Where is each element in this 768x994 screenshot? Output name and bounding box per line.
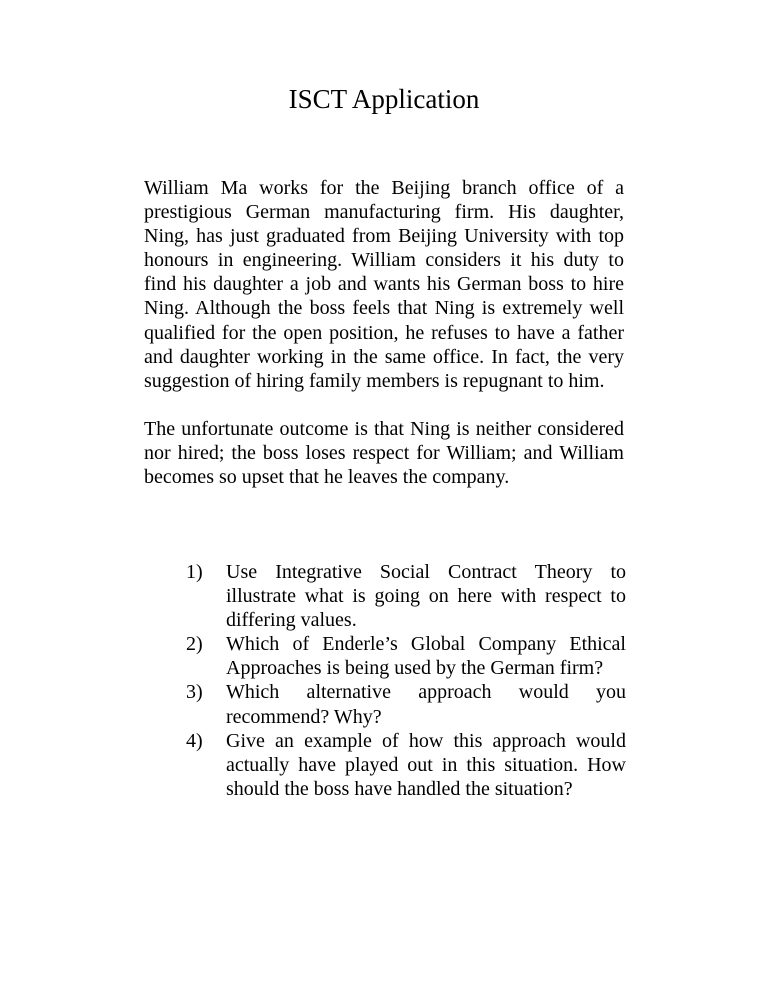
question-item <box>186 729 626 801</box>
question-number: 4) <box>186 729 203 752</box>
question-number: 3) <box>186 681 203 704</box>
question-text: Which alternative approach would you recommend? Why? <box>226 681 626 728</box>
question-list <box>186 560 626 801</box>
question-item <box>186 680 626 728</box>
question-text: Which of Enderle’s Global Company Ethical Approaches is being used by the German firm? <box>226 633 626 680</box>
scenario-paragraph: William Ma works for the Beijing branch office of a prestigious German manufacturing firm. His daughter, Ning, has just graduated from Beijing University with top honours in engineering. William considers it his duty to find his daughter a job and wants his German boss to hire Ning. Although the boss feels that Ning is extremely well qualified for the open position, he refuses to have a father and daughter working in the same office. In fact, the very suggestion of hiring family members is repugnant to him. <box>144 177 624 392</box>
outcome-paragraph: The unfortunate outcome is that Ning is neither considered nor hired; the boss loses respect for William; and William becomes so upset that he leaves the company. <box>144 418 624 489</box>
page-title: ISCT Application <box>288 84 480 114</box>
question-number: 1) <box>186 561 203 583</box>
question-text: Give an example of how this approach would actually have played out in this situation. How should the boss have handled the situation? <box>226 729 626 800</box>
question-number: 2) <box>186 633 203 656</box>
question-item <box>186 632 626 680</box>
question-item <box>186 560 626 632</box>
question-text: Use Integrative Social Contract Theory to illustrate what is going on here with respect to differing values. <box>226 561 626 632</box>
